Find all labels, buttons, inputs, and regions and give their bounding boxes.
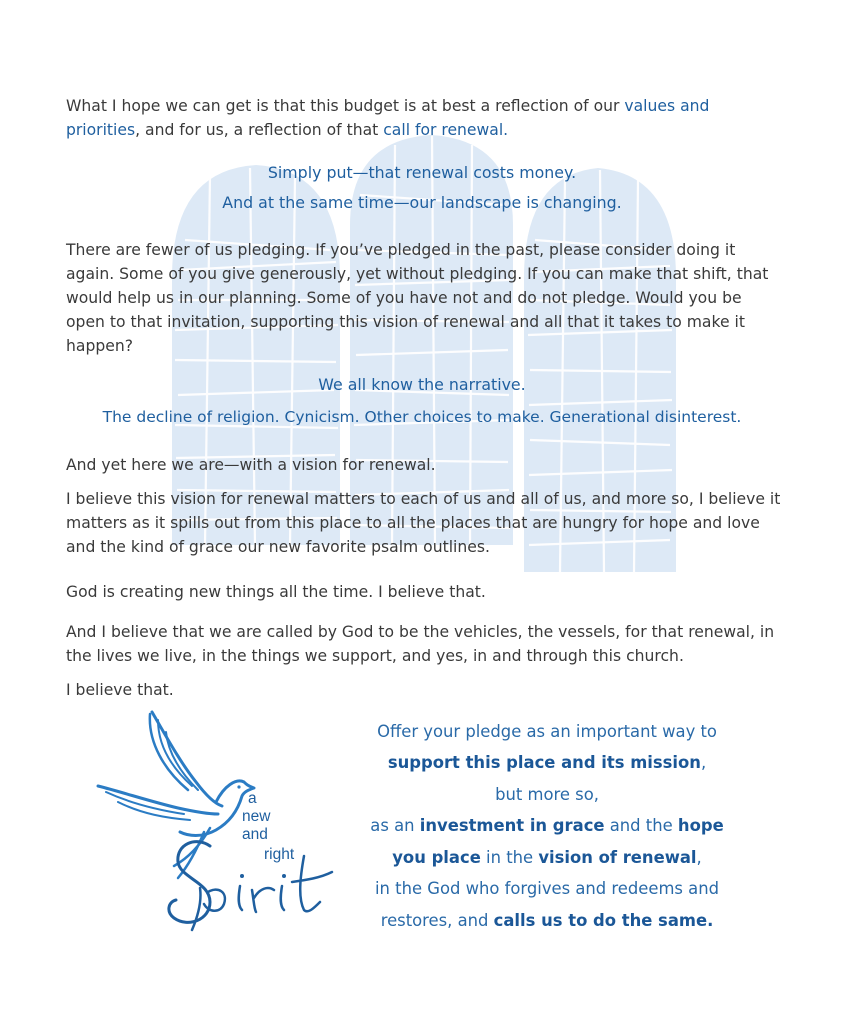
spirit-dove-logo: [92, 706, 342, 938]
text-segment: and the: [604, 816, 678, 835]
text-segment: restores, and: [380, 911, 494, 930]
pledge-line-3: but more so,: [495, 785, 599, 804]
paragraph-called-by-god: And I believe that we are called by God to be the vehicles, the vessels, for that renewal, in the lives we live, in the things we support, and yes, in and through this church.: [66, 623, 775, 665]
centered-line-landscape-changing: And at the same time—our landscape is changing.: [222, 193, 622, 212]
logo-word-right: right: [264, 846, 295, 863]
dove-icon: [92, 706, 342, 938]
paragraph-fewer-pledging: There are fewer of us pledging. If you’ve pledged in the past, please consider doing it again. Some of you give generously, yet without pledging. If you can make that shift, that would help us in our planning. Some of you have not and do not pledge. Would you be open to that invitation, supporting this vision of renewal and all that it takes to make it happen?: [66, 241, 769, 355]
pledge-emphasis: hope: [677, 816, 724, 835]
paragraph-i-believe: I believe that.: [66, 681, 174, 699]
text-segment: ,: [696, 848, 702, 867]
pledge-line-4: [342, 810, 752, 842]
text-segment: What I hope we can get is that this budget is at best a reflection of our: [66, 97, 625, 115]
pledge-line-5: [342, 842, 752, 874]
logo-word-a: a: [248, 790, 257, 807]
paragraph-budget-reflection: [66, 94, 782, 142]
paragraph-god-creating: God is creating new things all the time. I believe that.: [66, 583, 486, 601]
pledge-emphasis: investment in grace: [419, 816, 605, 835]
centered-line-narrative: We all know the narrative.: [318, 375, 526, 394]
text-segment: in the: [480, 848, 539, 867]
text-segment: ,: [700, 753, 707, 772]
pledge-line-7: [342, 905, 752, 937]
text-segment: as an: [370, 816, 420, 835]
text-segment: , and for us, a reflection of that: [135, 121, 384, 139]
logo-word-and: and: [242, 826, 268, 843]
pledge-emphasis: you place: [392, 848, 481, 867]
pledge-line-6: in the God who forgives and redeems and: [374, 879, 719, 898]
highlight-values-priorities: values and priorities: [66, 97, 710, 139]
highlight-call-for-renewal: call for renewal.: [383, 121, 509, 139]
pledge-line-1: Offer your pledge as an important way to: [377, 722, 717, 741]
pledge-emphasis: calls us to do the same.: [493, 911, 714, 930]
centered-line-renewal-costs: Simply put—that renewal costs money.: [267, 163, 577, 182]
paragraph-yet-here: And yet here we are—with a vision for renewal.: [66, 456, 436, 474]
pledge-line-2: [342, 747, 752, 779]
centered-line-decline: The decline of religion. Cynicism. Other choices to make. Generational disinterest.: [102, 408, 742, 426]
pledge-emphasis: vision of renewal: [538, 848, 697, 867]
logo-word-new: new: [242, 808, 271, 825]
pledge-emphasis: support this place and its mission: [387, 753, 701, 772]
paragraph-vision-matters: I believe this vision for renewal matters to each of us and all of us, and more so, I believe it matters as it spills out from this place to all the places that are hungry for hope and love and the kind of grace our new favorite psalm outlines.: [66, 490, 781, 556]
